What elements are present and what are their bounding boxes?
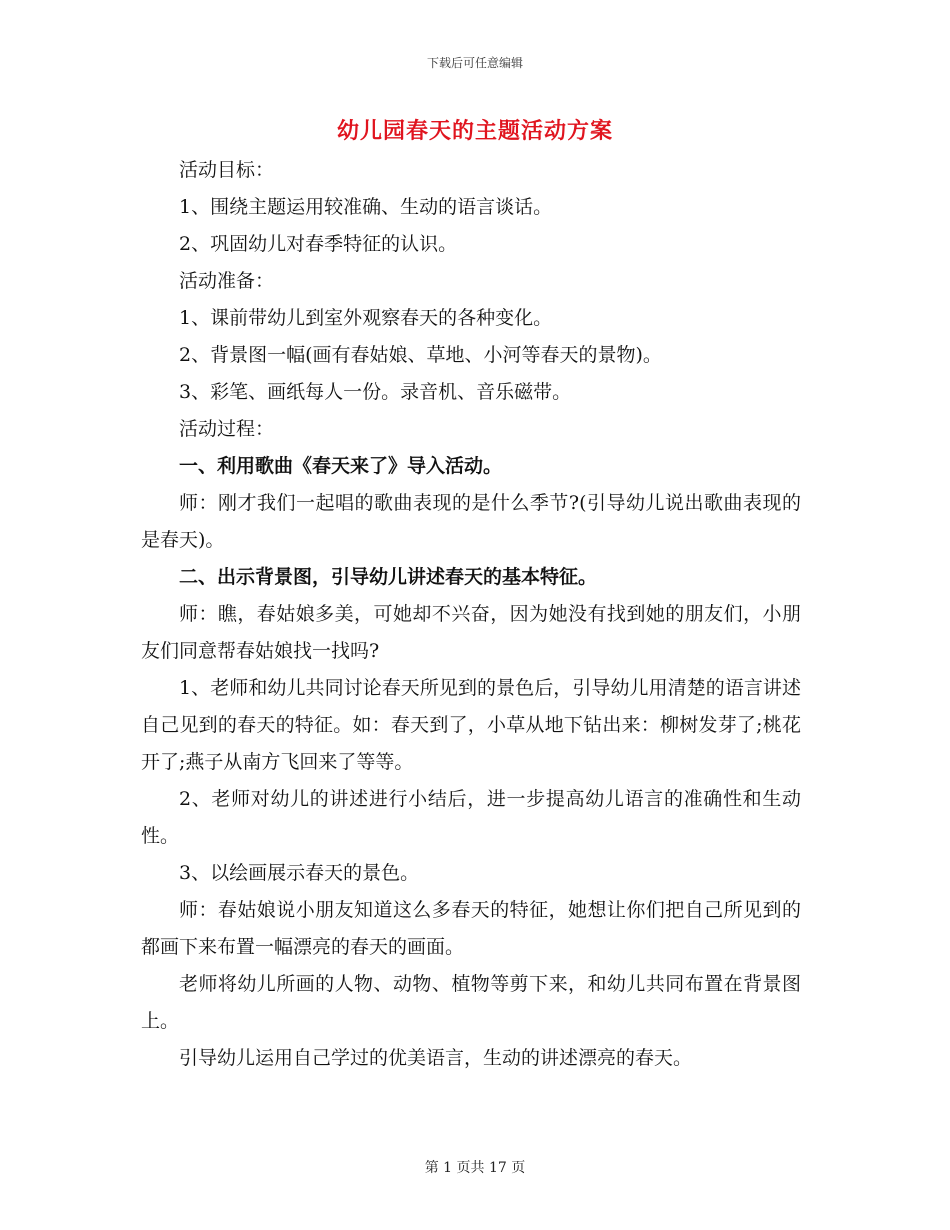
paragraph: 活动过程：: [179, 418, 275, 440]
paragraph: 引导幼儿运用自己学过的优美语言，生动的讲述漂亮的春天。: [179, 1047, 693, 1069]
paragraph: 1、围绕主题运用较准确、生动的语言谈话。: [179, 196, 553, 218]
paragraph: 3、彩笔、画纸每人一份。录音机、音乐磁带。: [179, 381, 572, 403]
paragraph: 老师将幼儿所画的人物、动物、植物等剪下来，和幼儿共同布置在背景图上。: [141, 973, 801, 1032]
page-header: 下载后可任意编辑: [426, 56, 523, 70]
section-heading: 一、利用歌曲《春天来了》导入活动。: [179, 455, 503, 477]
paragraph: 1、课前带幼儿到室外观察春天的各种变化。: [179, 307, 553, 329]
paragraph: 1、老师和幼儿共同讨论春天所见到的景色后，引导幼儿用清楚的语言讲述自己见到的春天的特征。如：春天到了，小草从地下钻出来：柳树发芽了;桃花开了;燕子从南方飞回来了等等。: [141, 677, 801, 773]
paragraph: 2、老师对幼儿的讲述进行小结后，进一步提高幼儿语言的准确性和生动性。: [141, 788, 801, 847]
paragraph: 师：刚才我们一起唱的歌曲表现的是什么季节?(引导幼儿说出歌曲表现的是春天)。: [141, 492, 801, 551]
paragraph: 师：瞧，春姑娘多美，可她却不兴奋，因为她没有找到她的朋友们，小朋友们同意帮春姑娘找一找吗?: [141, 603, 801, 662]
page-footer: 第 1 页共 17 页: [424, 1160, 526, 1176]
document-body: [141, 152, 801, 1077]
document-title: 幼儿园春天的主题活动方案: [336, 118, 613, 144]
paragraph: 3、以绘画展示春天的景色。: [179, 862, 420, 884]
paragraph: 2、背景图一幅(画有春姑娘、草地、小河等春天的景物)。: [179, 344, 662, 366]
paragraph: 2、巩固幼儿对春季特征的认识。: [179, 233, 458, 255]
paragraph: 活动目标：: [179, 159, 275, 181]
section-heading: 二、出示背景图，引导幼儿讲述春天的基本特征。: [179, 566, 598, 588]
paragraph: 师：春姑娘说小朋友知道这么多春天的特征，她想让你们把自己所见到的都画下来布置一幅漂亮的春天的画面。: [141, 899, 801, 958]
paragraph: 活动准备：: [179, 270, 275, 292]
